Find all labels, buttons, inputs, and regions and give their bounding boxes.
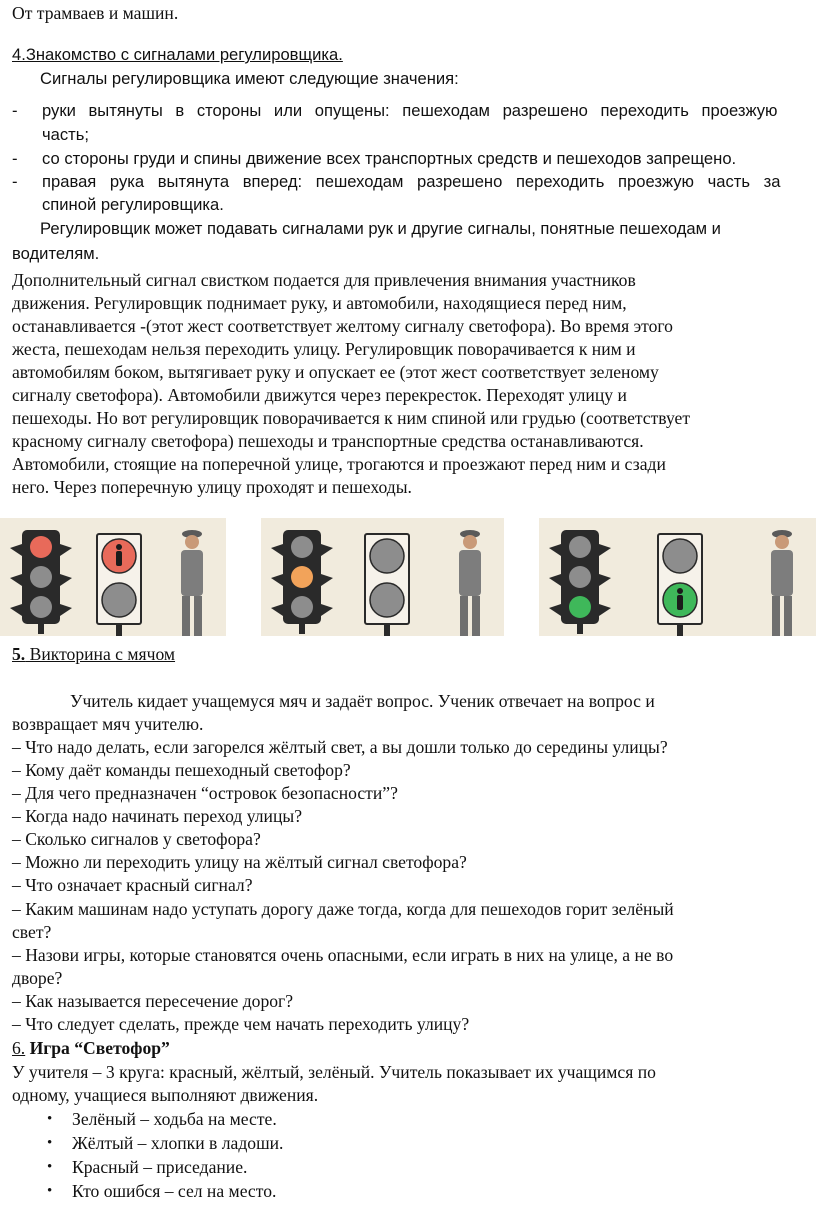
section-4-lead: Сигналы регулировщика имеют следующие значения: (40, 69, 459, 88)
paragraph-line: Автомобили, стоящие на поперечной улице, трогаются и проезжают перед ним и сзади (12, 454, 666, 474)
light-lamp-red (30, 536, 52, 558)
item-text-cont: часть; (42, 125, 90, 144)
paragraph-line: движения. Регулировщик поднимает руку, и автомобили, находящиеся перед ним, (12, 293, 627, 313)
traffic-light-icon (549, 530, 611, 634)
intro-tail: От трамваев и машин. (12, 3, 179, 23)
item-text: правая рука вытянута вперед: пешеходам разрешено переходить проезжую часть за (42, 172, 781, 191)
illustration-panel-green (539, 518, 816, 636)
pedestrian-head (116, 544, 122, 550)
light-visor (599, 604, 611, 616)
section-6-name: Игра “Светофор” (25, 1038, 170, 1058)
officer-leg (772, 596, 780, 636)
light-lamp-yellow (291, 566, 313, 588)
officer-leg (472, 596, 480, 636)
light-visor (10, 574, 22, 586)
light-visor (321, 604, 333, 616)
light-pole (299, 624, 305, 634)
light-visor (599, 574, 611, 586)
light-visor (271, 544, 283, 556)
light-pole (577, 624, 583, 634)
traffic-light-icon (10, 530, 72, 634)
traffic-officer-icon (771, 530, 793, 636)
section-4-extra: Регулировщик может подавать сигналами рук и другие сигналы, понятные пешеходам и (40, 219, 721, 238)
quiz-question: – Каким машинам надо уступать дорогу даже тогда, когда для пешеходов горит зелёный (12, 899, 674, 919)
section-6-number: 6. (12, 1038, 26, 1058)
officer-head (775, 535, 789, 549)
bullet-icon: • (47, 1159, 53, 1175)
traffic-light-icon (271, 530, 333, 634)
light-visor (599, 544, 611, 556)
pedestrian-body (677, 595, 683, 610)
item-text-cont: спиной регулировщика. (42, 195, 224, 214)
section-5-name: Викторина с мячом (25, 644, 176, 664)
quiz-question-cont: свет? (12, 922, 52, 942)
section-4-title: 4.Знакомство с сигналами регулировщика. (12, 45, 343, 64)
quiz-question: – Сколько сигналов у светофора? (12, 829, 261, 849)
ped-pole (116, 624, 122, 636)
ped-lamp-go (102, 583, 136, 617)
light-pole (38, 624, 44, 634)
panel-drawing (261, 518, 504, 636)
quiz-question: – Что надо делать, если загорелся жёлтый свет, а вы дошли только до середины улицы? (12, 737, 668, 757)
light-visor (271, 604, 283, 616)
section-5-number: 5. (12, 644, 26, 664)
section-4-extra-cont: водителям. (12, 244, 100, 263)
light-lamp-yellow (569, 566, 591, 588)
light-visor (60, 604, 72, 616)
section-5-intro-cont: возвращает мяч учителю. (12, 714, 204, 734)
officer-torso (181, 550, 203, 596)
light-visor (549, 544, 561, 556)
light-lamp-green (291, 596, 313, 618)
section-5-intro: Учитель кидает учащемуся мяч и задаёт вопрос. Ученик отвечает на вопрос и (70, 691, 655, 711)
quiz-question: – Для чего предназначен “островок безопасности”? (12, 783, 398, 803)
light-visor (549, 574, 561, 586)
light-visor (321, 574, 333, 586)
light-lamp-red (569, 536, 591, 558)
quiz-question: – Что означает красный сигнал? (12, 875, 253, 895)
item-dash: - (12, 101, 18, 120)
quiz-question: – Назови игры, которые становятся очень опасными, если играть в них на улице, а не во (12, 945, 674, 965)
ped-pole (384, 624, 390, 636)
officer-head (185, 535, 199, 549)
pedestrian-signal-icon (97, 534, 141, 636)
panel-drawing (539, 518, 816, 636)
quiz-question: – Что следует сделать, прежде чем начать переходить улицу? (12, 1014, 470, 1034)
light-visor (321, 544, 333, 556)
list-item-text: Жёлтый – хлопки в ладоши. (72, 1133, 284, 1153)
light-visor (271, 574, 283, 586)
officer-leg (784, 596, 792, 636)
illustration-panel-yellow (261, 518, 504, 636)
illustration-panel-red (0, 518, 226, 636)
quiz-question: – Можно ли переходить улицу на жёлтый сигнал светофора? (12, 852, 467, 872)
item-text: руки вытянуты в стороны или опущены: пешеходам разрешено переходить проезжую (42, 101, 778, 120)
light-lamp-red (291, 536, 313, 558)
light-lamp-green (30, 596, 52, 618)
ped-pole (677, 624, 683, 636)
quiz-question-cont: дворе? (12, 968, 63, 988)
officer-leg (194, 596, 202, 636)
bullet-icon: • (47, 1135, 53, 1151)
officer-torso (771, 550, 793, 596)
pedestrian-signal-icon (658, 534, 702, 636)
paragraph-line: останавливается -(этот жест соответствует желтому сигналу светофора). Во время этого (12, 316, 673, 336)
paragraph-line: пешеходы. Но вот регулировщик поворачивается к ним спиной или грудью (соответствует (12, 408, 691, 428)
item-text: со стороны груди и спины движение всех транспортных средств и пешеходов запрещено. (42, 149, 737, 168)
quiz-question: – Когда надо начинать переход улицы? (12, 806, 303, 826)
pedestrian-body (116, 551, 122, 566)
paragraph-line: красному сигналу светофора) пешеходы и транспортные средства останавливаются. (12, 431, 644, 451)
light-visor (60, 544, 72, 556)
section-6-text: У учителя – 3 круга: красный, жёлтый, зелёный. Учитель показывает их учащимся по (12, 1062, 656, 1082)
paragraph-line: сигналу светофора). Автомобили движутся через перекресток. Переходят улицу и (12, 385, 627, 405)
paragraph-line: него. Через поперечную улицу проходят и пешеходы. (12, 477, 412, 497)
quiz-question: – Как называется пересечение дорог? (12, 991, 294, 1011)
light-visor (10, 544, 22, 556)
traffic-officer-icon (459, 530, 481, 636)
light-visor (10, 604, 22, 616)
quiz-question: – Кому даёт команды пешеходный светофор? (12, 760, 351, 780)
traffic-officer-icon (181, 530, 203, 636)
pedestrian-head (677, 588, 683, 594)
paragraph-line: Дополнительный сигнал свистком подается для привлечения внимания участников (12, 270, 636, 290)
item-dash: - (12, 149, 18, 168)
section-6-title (12, 1037, 170, 1059)
list-item-text: Зелёный – ходьба на месте. (72, 1109, 277, 1129)
pedestrian-signal-icon (365, 534, 409, 636)
light-visor (60, 574, 72, 586)
paragraph-line: автомобилям боком, вытягивает руку и опускает ее (этот жест соответствует зеленому (12, 362, 659, 382)
light-lamp-green (569, 596, 591, 618)
officer-leg (460, 596, 468, 636)
list-item-text: Красный – приседание. (72, 1157, 248, 1177)
ped-lamp-stop (370, 539, 404, 573)
panel-drawing (0, 518, 226, 636)
ped-lamp-stop (663, 539, 697, 573)
officer-torso (459, 550, 481, 596)
list-item-text: Кто ошибся – сел на место. (72, 1181, 277, 1201)
section-6-text-cont: одному, учащиеся выполняют движения. (12, 1085, 319, 1105)
paragraph-line: жеста, пешеходам нельзя переходить улицу. Регулировщик поворачивается к ним и (12, 339, 636, 359)
bullet-icon: • (47, 1111, 53, 1127)
officer-head (463, 535, 477, 549)
light-visor (549, 604, 561, 616)
item-dash: - (12, 172, 18, 191)
ped-lamp-go (370, 583, 404, 617)
officer-leg (182, 596, 190, 636)
section-5-title (12, 643, 175, 665)
bullet-icon: • (47, 1183, 53, 1199)
light-lamp-yellow (30, 566, 52, 588)
